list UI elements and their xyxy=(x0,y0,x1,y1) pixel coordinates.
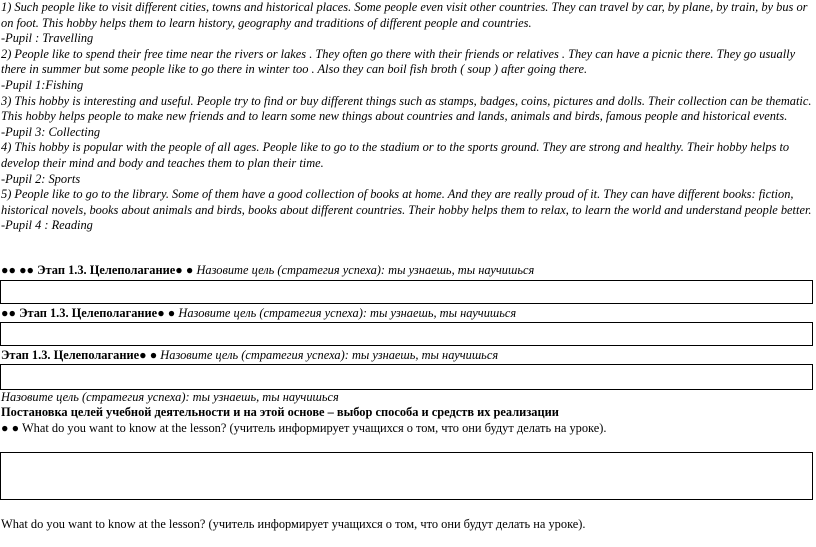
stage-title: Этап 1.3. Целеполагание xyxy=(37,263,176,277)
goal-heading: Постановка целей учебной деятельности и на этой основе – выбор способа и средств их реализации xyxy=(1,405,559,419)
answer-box[interactable] xyxy=(0,280,813,304)
stage-hint: Назовите цель (стратегия успеха): ты узнаешь, ты научишься xyxy=(178,306,517,320)
question-text: What do you want to know at the lesson? (учитель информирует учащихся о том, что они будут делать на уроке). xyxy=(21,421,607,435)
bullet-dots: ●● xyxy=(1,306,16,320)
paragraph-sports: 4) This hobby is popular with the people of all ages. People like to go to the stadium or to the sports ground. They are strong and healthy. Their hobby helps to develop their mind and body and teaches them to plan their time. xyxy=(1,140,790,170)
bullet-dots: ● ● xyxy=(139,348,158,362)
stage-hint: Назовите цель (стратегия успеха): ты узнаешь, ты научишься xyxy=(160,348,499,362)
answer-box[interactable] xyxy=(0,322,813,346)
stage-hint-line: Назовите цель (стратегия успеха): ты узнаешь, ты научишься xyxy=(1,390,339,404)
answer-fishing: -Pupil 1:Fishing xyxy=(1,77,84,92)
stage-line-1 xyxy=(0,263,537,279)
answer-box[interactable] xyxy=(0,364,813,390)
answer-collecting: -Pupil 3: Collecting xyxy=(1,124,101,139)
document xyxy=(0,0,816,234)
bullet-dots: ●● ●● xyxy=(1,263,35,277)
stage-line-3 xyxy=(0,348,501,364)
stage-hint: Назовите цель (стратегия успеха): ты узнаешь, ты научишься xyxy=(196,263,535,277)
answer-travelling: -Pupil : Travelling xyxy=(1,31,94,46)
answer-box-large[interactable] xyxy=(0,452,813,500)
question-line xyxy=(0,421,609,437)
stage-title: Этап 1.3. Целеполагание xyxy=(19,306,158,320)
bullet-dots: ● ● xyxy=(157,306,176,320)
bullet-dots: ● ● xyxy=(175,263,194,277)
question-plain: What do you want to know at the lesson? (учитель информирует учащихся о том, что они будут делать на уроке). xyxy=(1,517,586,531)
answer-sports: -Pupil 2: Sports xyxy=(1,171,81,186)
bullet-dots: ● ● xyxy=(1,421,20,435)
paragraph-reading: 5) People like to go to the library. Some of them have a good collection of books at home. And they are really proud of it. They can have different books: fiction, historical novels, books about animals and birds, books about different countries. Their hobby helps them to relax, to learn the world and understand people better. xyxy=(1,187,812,217)
hobby-texts xyxy=(0,0,816,234)
paragraph-collecting: 3) This hobby is interesting and useful. People try to find or buy different things such as stamps, badges, coins, pictures and dolls. Their collection can be thematic. This hobby helps people to make new friends and to learn some new things about countries and lands, animals and birds, famous people and historical events. xyxy=(1,93,812,124)
stage-title: Этап 1.3. Целеполагание xyxy=(1,348,140,362)
paragraph-fishing: 2) People like to spend their free time near the rivers or lakes . They often go there with their friends or relatives . They can have a picnic there. They go usually there in summer but some people like to go there in winter too . Also they can boil fish broth ( soup ) after going there. xyxy=(1,46,796,77)
answer-reading: -Pupil 4 : Reading xyxy=(1,218,93,233)
paragraph-travelling: 1) Such people like to visit different cities, towns and historical places. Some people even visit other countries. They can travel by car, by plane, by train, by bus or on foot. This hobby helps them to learn history, geography and traditions of different people and countries. xyxy=(1,0,808,30)
stage-line-2 xyxy=(0,306,519,322)
